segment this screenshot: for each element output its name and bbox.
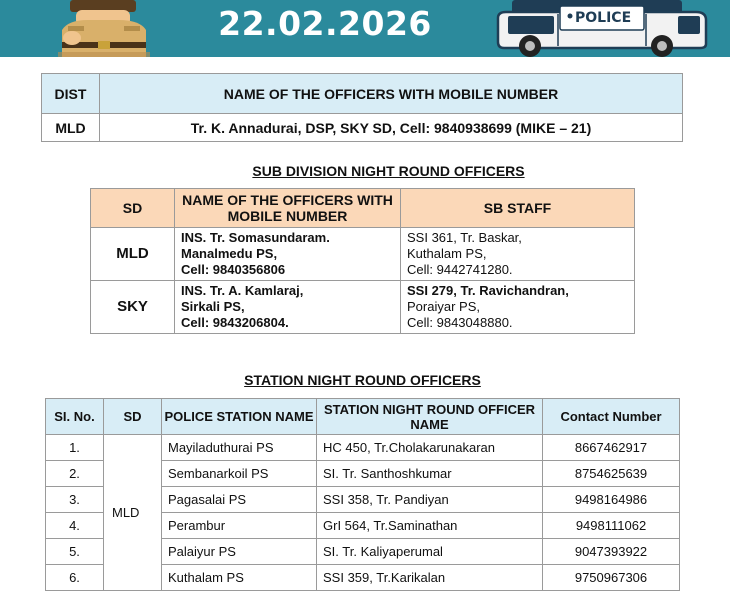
subdivision-title: SUB DIVISION NIGHT ROUND OFFICERS <box>252 163 525 179</box>
station-table <box>45 398 680 591</box>
contact-number: 9750967306 <box>543 565 680 591</box>
table-row <box>91 228 635 281</box>
sd-code: MLD <box>91 228 175 281</box>
sl-no: 2. <box>46 461 104 487</box>
sl-no: 5. <box>46 539 104 565</box>
officer-name: SSI 359, Tr.Karikalan <box>317 565 543 591</box>
sb-staff: SSI 361, Tr. Baskar, Kuthalam PS, Cell: 9442741280. <box>401 228 635 281</box>
contact-number: 9047393922 <box>543 539 680 565</box>
contact-number: 8754625639 <box>543 461 680 487</box>
dist-code: MLD <box>42 114 100 142</box>
officer-name: SSI 358, Tr. Pandiyan <box>317 487 543 513</box>
sl-no: 3. <box>46 487 104 513</box>
sb-staff: SSI 279, Tr. Ravichandran, Poraiyar PS, Cell: 9843048880. <box>401 281 635 334</box>
night-round-officer-header: STATION NIGHT ROUND OFFICER NAME <box>317 399 543 435</box>
report-date: 22.02.2026 <box>218 4 432 43</box>
police-station: Mayiladuthurai PS <box>162 435 317 461</box>
table-row <box>42 114 683 142</box>
police-station: Kuthalam PS <box>162 565 317 591</box>
police-station-header: POLICE STATION NAME <box>162 399 317 435</box>
sl-no: 1. <box>46 435 104 461</box>
table-row <box>91 281 635 334</box>
sl-no: 6. <box>46 565 104 591</box>
sd-officer: INS. Tr. A. Kamlaraj, Sirkali PS, Cell: 9843206804. <box>175 281 401 334</box>
police-station: Perambur <box>162 513 317 539</box>
table-row <box>46 435 680 461</box>
contact-number-header: Contact Number <box>543 399 680 435</box>
dist-header: DIST <box>42 74 100 114</box>
station-title: STATION NIGHT ROUND OFFICERS <box>244 372 481 388</box>
police-station: Pagasalai PS <box>162 487 317 513</box>
officer-name: SI. Tr. Kaliyaperumal <box>317 539 543 565</box>
contact-number: 8667462917 <box>543 435 680 461</box>
police-station: Sembanarkoil PS <box>162 461 317 487</box>
police-station: Palaiyur PS <box>162 539 317 565</box>
sd-code: SKY <box>91 281 175 334</box>
car-police-label: POLICE <box>575 10 632 26</box>
officer-name: SI. Tr. Santhoshkumar <box>317 461 543 487</box>
sl-no: 4. <box>46 513 104 539</box>
district-officer-table <box>41 73 683 142</box>
contact-number: 9498164986 <box>543 487 680 513</box>
sd-header: SD <box>91 189 175 228</box>
sl-no-header: SI. No. <box>46 399 104 435</box>
sd-header: SD <box>104 399 162 435</box>
subdivision-table <box>90 188 635 334</box>
officer-name: HC 450, Tr.Cholakarunakaran <box>317 435 543 461</box>
officer-name-header: NAME OF THE OFFICERS WITH MOBILE NUMBER <box>100 74 683 114</box>
sd-officer: INS. Tr. Somasundaram. Manalmedu PS, Cell: 9840356806 <box>175 228 401 281</box>
sb-staff-header: SB STAFF <box>401 189 635 228</box>
officer-header: NAME OF THE OFFICERS WITH MOBILE NUMBER <box>175 189 401 228</box>
police-car-illustration <box>494 0 714 58</box>
contact-number: 9498111062 <box>543 513 680 539</box>
district-officer: Tr. K. Annadurai, DSP, SKY SD, Cell: 9840938699 (MIKE – 21) <box>100 114 683 142</box>
officer-name: GrI 564, Tr.Saminathan <box>317 513 543 539</box>
sd-group: MLD <box>104 435 162 591</box>
